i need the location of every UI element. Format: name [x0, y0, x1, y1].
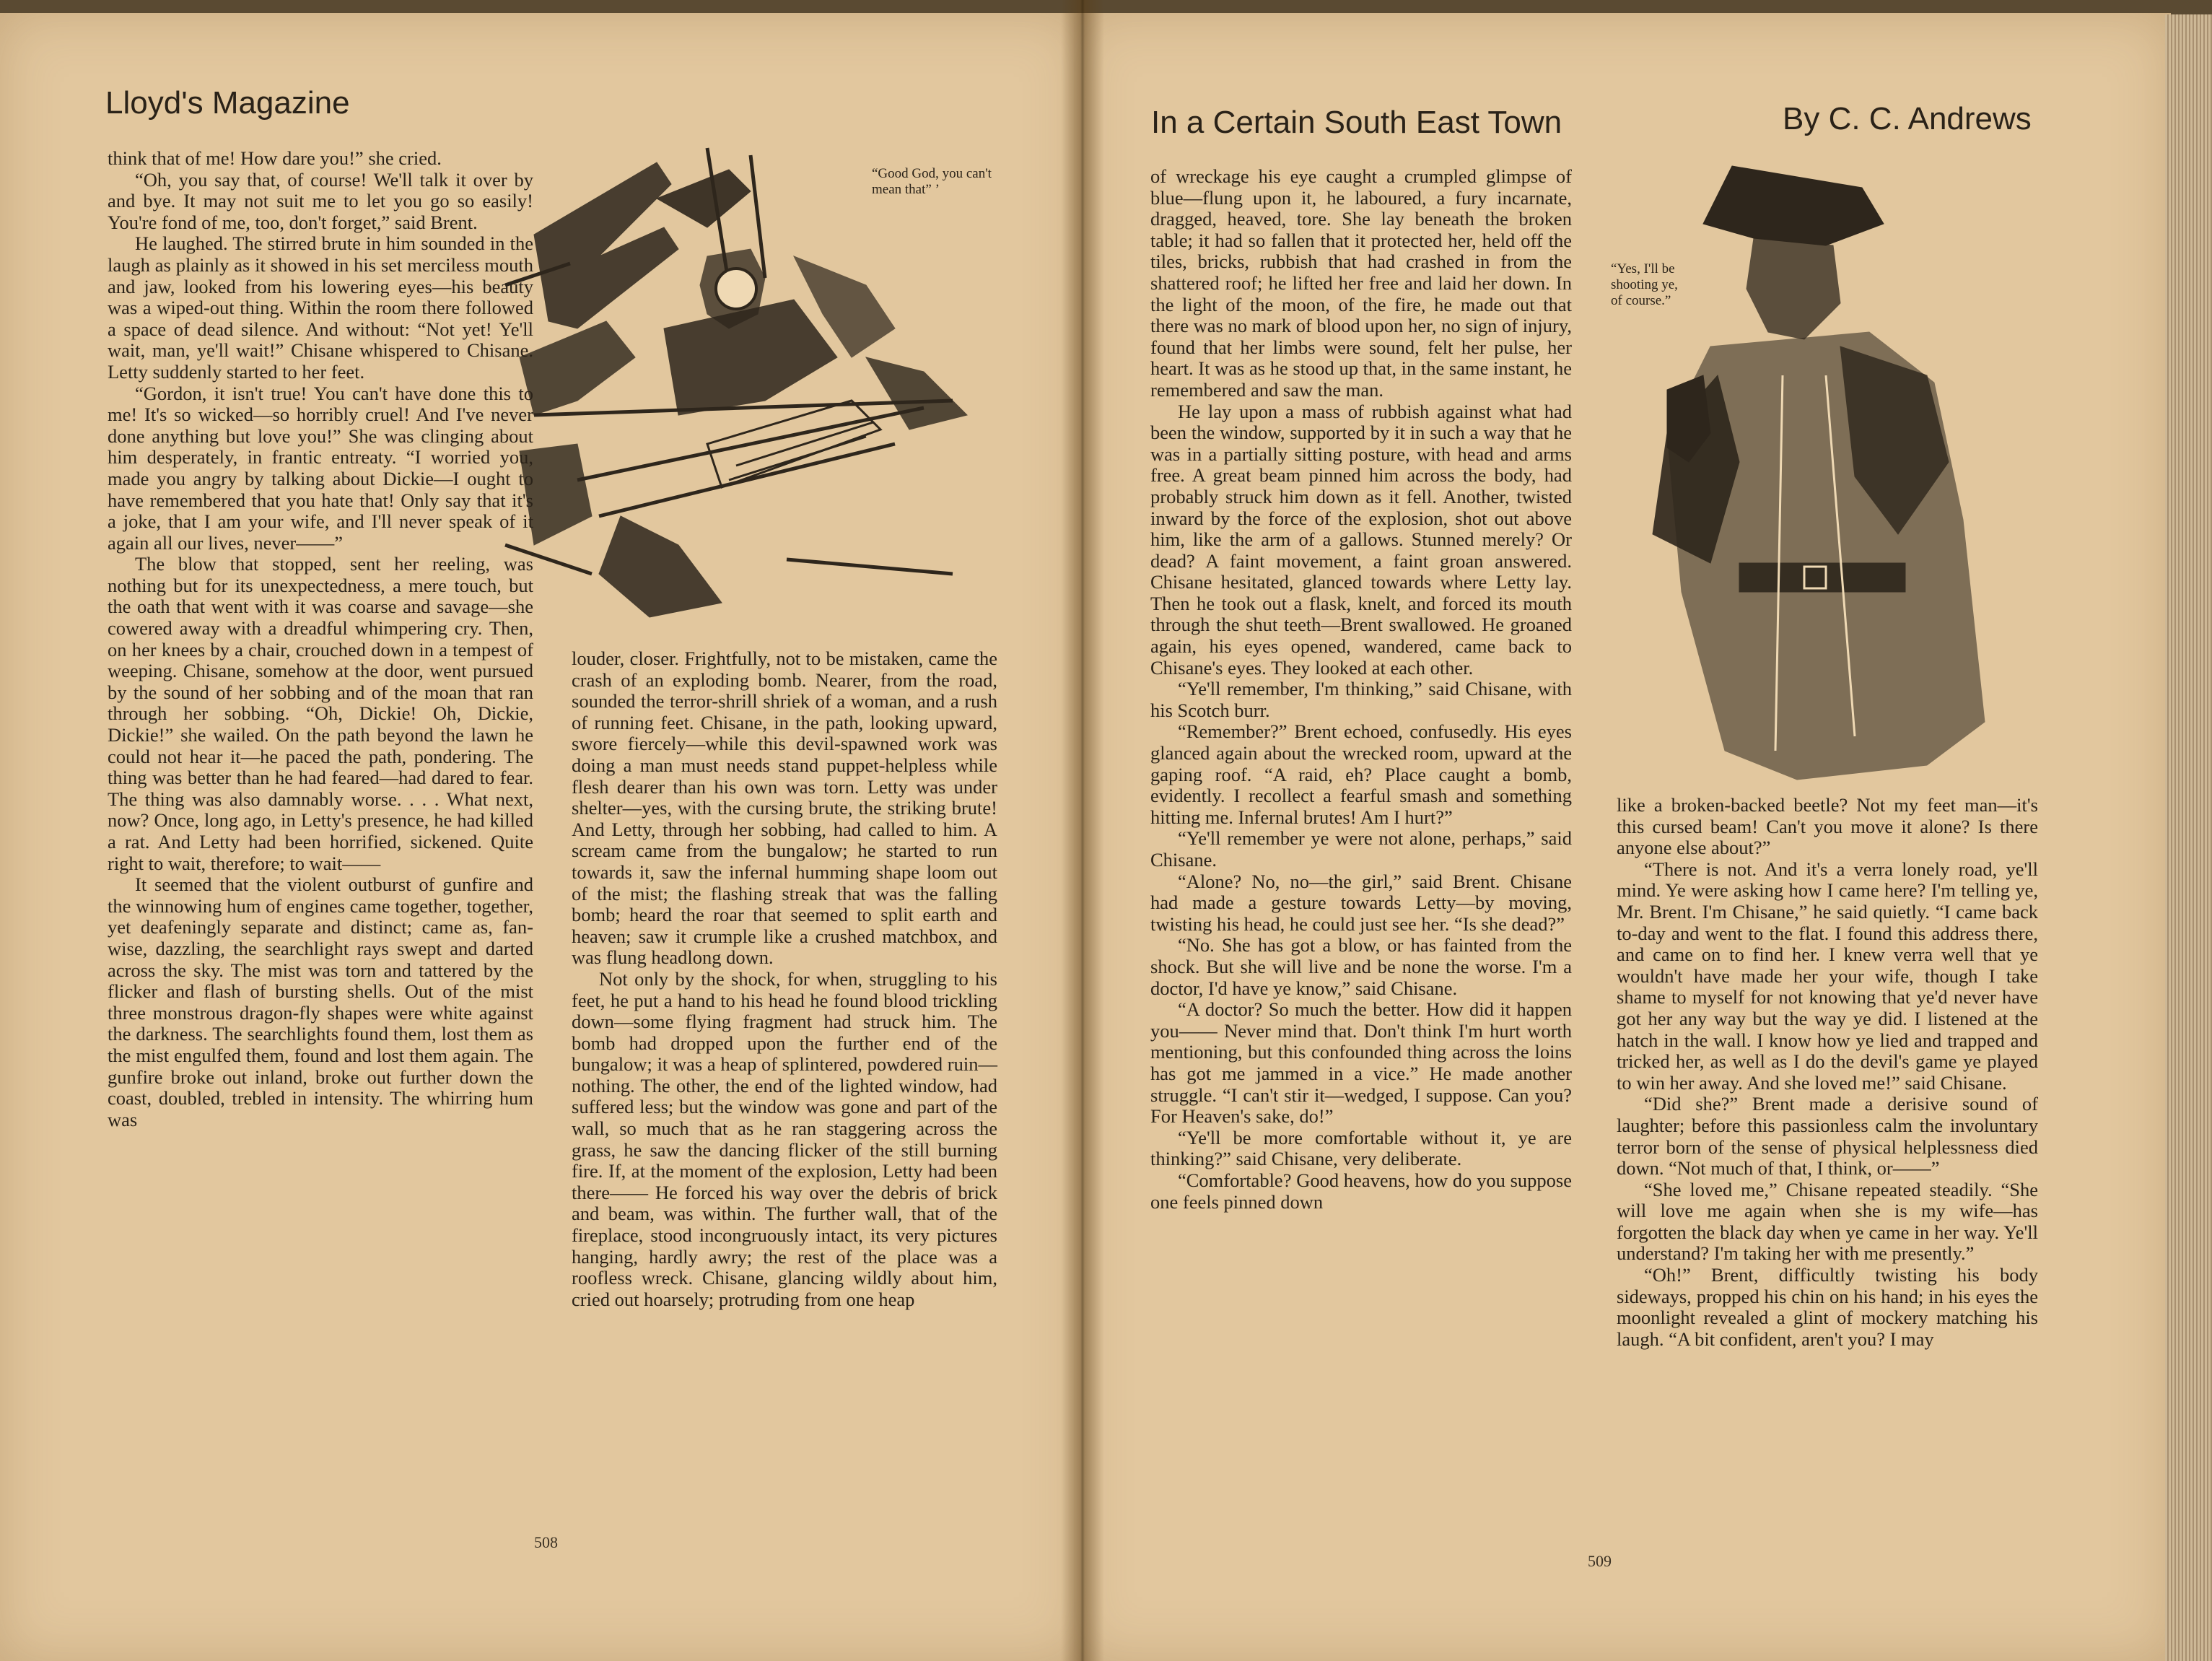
paragraph: “Comfortable? Good heavens, how do you suppose one feels pinned down	[1150, 1169, 1572, 1213]
paragraph: He lay upon a mass of rubbish against what had been the window, supported by it in such a way that he was in a partially sitting posture, with head and arms free. A great beam pinned him across the body, had probably struck him down as it fell. Another, twisted inward by the force of the explosion, shot out above him, like the arm of a gallows. Stunned merely? Or dead? A faint movement, a faint groan answered. Chisane hesitated, glanced towards where Letty lay. Then he took out a flask, knelt, and forced its mouth through the shut teeth—Brent swallowed. He groaned again, his eyes opened, wandered, came back to Chisane's eyes. They looked at each other.	[1150, 400, 1572, 679]
paragraph: like a broken-backed beetle? Not my feet man—it's this cursed beam! Can't you move it alone? Is there anyone else about?”	[1617, 794, 2038, 859]
paragraph: “There is not. And it's a verra lonely road, ye'll mind. Ye were asking how I came here? I'm telling ye, Mr. Brent. I'm Chisane,” he said quietly. “I came back to-day and went to the flat. I found this address there, and came on to find her. I knew verra well that ye wouldn't have made her your wife, though I take shame to myself for not knowing that ye'd never have got her any way but the way ye did. I listened at the hatch in the wall. I know how ye lied and trapped and tricked her, as well as I do the devil's game ye played to win her away. And she loved me!” said Chisane.	[1617, 858, 2038, 1094]
left-illustration-caption: “Good God, you can't mean that” ’	[872, 166, 992, 197]
paragraph: “A doctor? So much the better. How did it happen you—— Never mind that. Don't think I'm hurt worth mentioning, but this confounded thing across the loins has got me jammed in a vice.” He made another struggle. “I can't stir it—wedged, I suppose. Can you? For Heaven's sake, do!”	[1150, 998, 1572, 1128]
paragraph: “Alone? No, no—the girl,” said Brent. Chisane had made a gesture towards Letty—by moving, twisting his head, he could just see her. “Is she dead?”	[1150, 870, 1572, 935]
left-column-1	[108, 148, 533, 1130]
right-page-number: 509	[1588, 1552, 1612, 1570]
paragraph: “Remember?” Brent echoed, confusedly. His eyes glanced again about the wrecked room, upward at the gaping roof. “A raid, eh? Place caught a bomb, evidently. I recollect a fearful smash and something hitting me. Infernal brutes! Am I hurt?”	[1150, 720, 1572, 828]
paragraph: “Ye'll be more comfortable without it, ye are thinking?” said Chisane, very deliberate.	[1150, 1126, 1572, 1170]
officer-with-pistol-illustration	[1624, 159, 1992, 794]
left-page-number: 508	[534, 1533, 558, 1551]
paragraph: “Did she?” Brent made a derisive sound of laughter; before this passionless calm the involuntary terror born of the sense of physical helplessness died down. “Not much of that, I think, or——”	[1617, 1093, 2038, 1180]
paragraph: The blow that stopped, sent her reeling, was nothing but for its unexpectedness, a mere touch, but the oath that went with it was coarse and savage—she cowered away with a dreadful whimpering cry. Then, on her knees by a chair, crouched down in a tempest of weeping. Chisane, somehow at the door, went pursued by the sound of her sobbing and of the moan that ran through her sobbing. “Oh, Dickie! Oh, Dickie, Dickie!” she wailed. On the path beyond the lawn he could not hear it—he paced the path, pondering. The thing was better than he had feared—had dared to fear. The thing was also damnably worse. . . . What next, now? Once, long ago, in Letty's presence, he had killed a rat. And Letty had been horrified, sickened. Quite right to wait, therefore; to wait——	[108, 553, 533, 874]
paragraph: It seemed that the violent outburst of gunfire and the winnowing hum of engines came together, together, yet deafeningly separate and distinct; came as, fan-wise, dazzling, the searchlight rays swept and darted across the sky. The mist was torn and tattered by the flicker and flash of bursting shells. Out of the mist three monstrous dragon-fly shapes were white against the darkness. The searchlights found them, lost them as the mist engulfed them, found and lost them again. The gunfire broke out inland, broke out further down the coast, doubled, trebled in intensity. The whirring hum was	[108, 873, 533, 1130]
paragraph: “Oh, you say that, of course! We'll talk it over by and bye. It may not suit me to let you go so easily! You're fond of me, too, don't forget,” said Brent.	[108, 168, 533, 233]
bombed-room-illustration	[491, 141, 1010, 632]
paragraph: “Ye'll remember ye were not alone, perhaps,” said Chisane.	[1150, 827, 1572, 871]
left-column-2	[572, 648, 997, 1310]
paragraph: “Ye'll remember, I'm thinking,” said Chisane, with his Scotch burr.	[1150, 678, 1572, 721]
paragraph: of wreckage his eye caught a crumpled glimpse of blue—flung upon it, he laboured, a fury incarnate, dragged, heaved, tore. She lay beneath the broken table; it had so fallen that it protected her, held off the tiles, bricks, rubbish that had crashed in from the shattered roof; he lifted her free and laid her down. In the light of the moon, of the fire, he made out that there was no mark of blood upon her, no sign of injury, found that her limbs were sound, felt her pulse, her heart. It was as he stood up that, in the same instant, he remembered and saw the man.	[1150, 165, 1572, 401]
paragraph: “Gordon, it isn't true! You can't have done this to me! It's so wicked—so horribly cruel! And I've never done anything but love you!” She was clinging about him desperately, in frantic entreaty. “I worried you, made you angry by talking about Dickie—I ought to have remembered that you hate that! Only say that it's a joke, that I am your wife, and I'll never speak of it again all our lives, never——”	[108, 382, 533, 554]
paragraph: “She loved me,” Chisane repeated steadily. “She will love me again when she is my wife—has forgotten the black day when ye came in her way. Ye'll understand? I'm taking her with me presently.”	[1617, 1178, 2038, 1265]
right-column-1	[1150, 166, 1572, 1213]
paragraph: “Oh!” Brent, difficultly twisting his body sideways, propped his chin on his hand; in his eyes the moonlight revealed a glint of mockery matching his laugh. “A bit confident, aren't you? I may	[1617, 1264, 2038, 1350]
paragraph: “No. She has got a blow, or has fainted from the shock. But she will live and be none the worse. I'm a doctor, I'd have ye know,” said Chisane.	[1150, 934, 1572, 999]
right-illustration-caption: “Yes, I'll be shooting ye, of course.”	[1611, 261, 1678, 308]
paragraph: louder, closer. Frightfully, not to be mistaken, came the crash of an exploding bomb. Nearer, from the road, sounded the terror-shrill shriek of a woman, and a rush of running feet. Chisane, in the path, looking upward, swore fiercely—while this devil-spawned work was doing a man must needs stand puppet-helpless while flesh dearer than his own was torn. Letty was under shelter—yes, with the cursing brute, the striking brute! And Letty, through her sobbing, had called to him. A scream came from the bungalow; he started to run towards it, saw the infernal humming shape loom out of the mist; the flashing streak that was the falling bomb; heard the roar that seemed to split earth and heaven; saw it crumple like a crushed matchbox, and was flung headlong down.	[572, 648, 997, 969]
page-edges	[2165, 14, 2212, 1661]
right-column-2	[1617, 795, 2038, 1350]
paragraph: Not only by the shock, for when, struggling to his feet, he put a hand to his head he found blood trickling down—some flying fragment had struck him. The bomb had dropped upon the further end of the bungalow; it was a heap of splintered, powdered ruin—nothing. The other, the end of the lighted window, had suffered less; but the window was gone and part of the wall, so much that as he ran staggering across the grass, he saw the dancing flicker of the still burning fire. If, at the moment of the explosion, Letty had been there—— He forced his way over the debris of brick and beam, was within. The further wall, that of the fireplace, stood incongruously intact, its very pictures hanging, hardly awry; the rest of the place was a roofless wreck. Chisane, glancing wildly about him, cried out hoarsely; protruding from one heap	[572, 967, 997, 1310]
paragraph: think that of me! How dare you!” she cried.	[108, 147, 442, 169]
left-running-head: Lloyd's Magazine	[105, 85, 350, 121]
right-running-head-author: By C. C. Andrews	[1783, 101, 2032, 136]
book-gutter	[1061, 0, 1104, 1661]
right-running-head-title: In a Certain South East Town	[1151, 105, 1562, 140]
paragraph: He laughed. The stirred brute in him sounded in the laugh as plainly as it showed in his set merciless mouth and jaw, looked from his lowering eyes—his beauty was a wiped-out thing. Within the room there followed a space of dead silence. And without: “Not yet! Ye'll wait, man, ye'll wait!” Chisane whispered to Chisane. Letty suddenly started to her feet.	[108, 232, 533, 383]
